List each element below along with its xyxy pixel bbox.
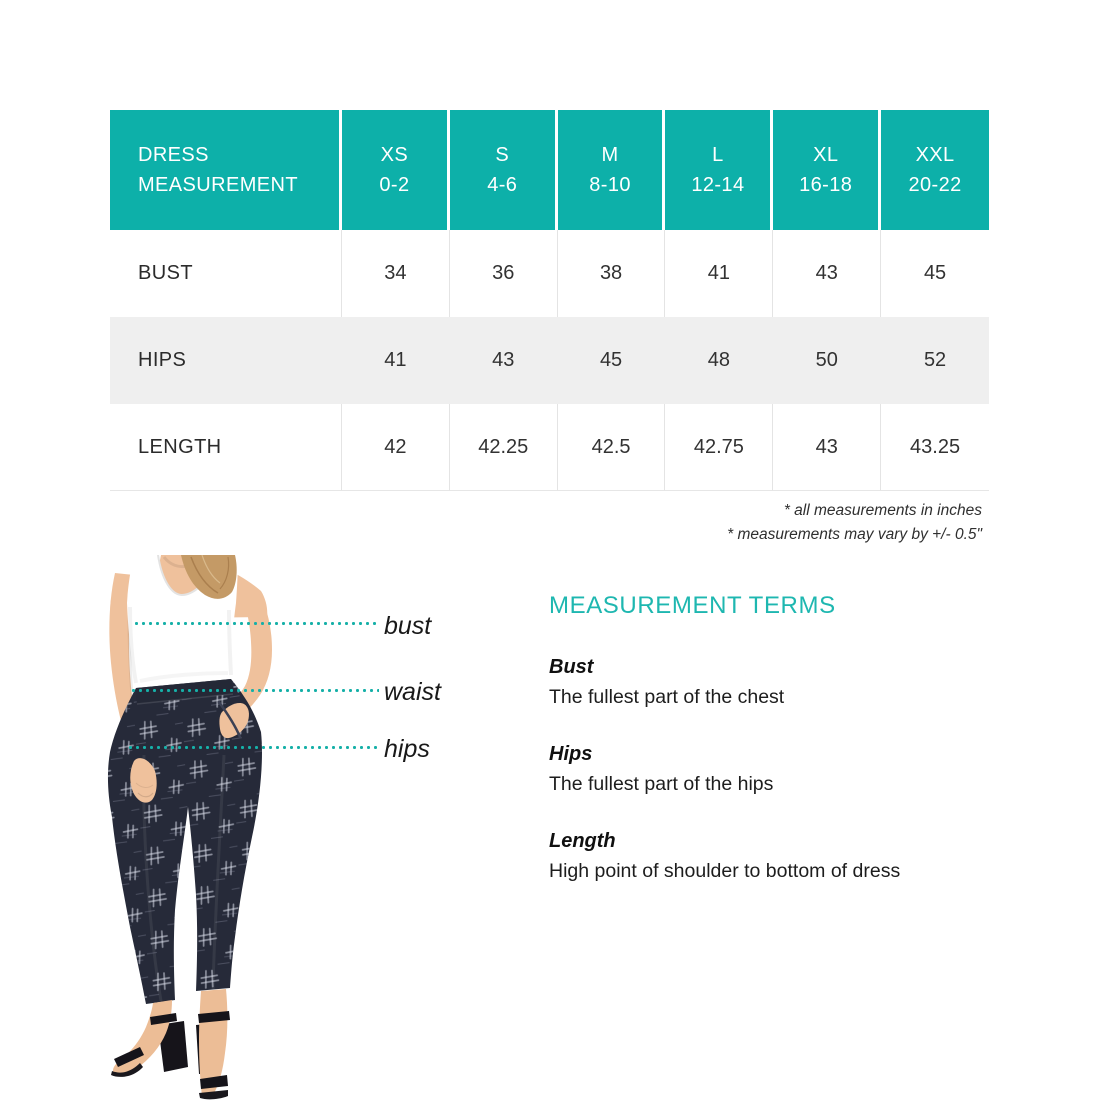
size-range: 0-2 xyxy=(379,174,410,196)
bust-xl: 43 xyxy=(773,230,881,317)
hips-xl: 50 xyxy=(773,317,881,404)
term-name: Length xyxy=(549,830,616,852)
row-label: BUST xyxy=(110,230,342,317)
size-range: 4-6 xyxy=(487,174,518,196)
row-label: HIPS xyxy=(110,317,342,404)
term-length xyxy=(549,830,1019,883)
size-col-m xyxy=(558,110,666,230)
right-sandal xyxy=(196,989,230,1099)
length-xs: 42 xyxy=(342,404,450,491)
length-xxl: 43.25 xyxy=(881,404,989,491)
hips-s: 43 xyxy=(450,317,558,404)
waist-annotation-label: waist xyxy=(384,678,441,706)
term-definition: The fullest part of the hips xyxy=(549,773,774,795)
table-row-hips xyxy=(110,317,989,404)
bust-l: 41 xyxy=(665,230,773,317)
length-xl: 43 xyxy=(773,404,881,491)
bust-xs: 34 xyxy=(342,230,450,317)
table-title-cell xyxy=(110,110,342,230)
bust-s: 36 xyxy=(450,230,558,317)
size-col-s xyxy=(450,110,558,230)
measurement-terms-section xyxy=(549,592,1019,917)
term-definition: High point of shoulder to bottom of dress xyxy=(549,860,901,882)
hips-m: 45 xyxy=(558,317,666,404)
hips-measure-line xyxy=(127,746,379,749)
bust-measure-line xyxy=(133,622,379,625)
size-name: XL xyxy=(813,144,839,166)
term-definition: The fullest part of the chest xyxy=(549,686,785,708)
bust-annotation-label: bust xyxy=(384,612,432,640)
footnote-tolerance: * measurements may vary by +/- 0.5" xyxy=(727,526,982,543)
size-name: M xyxy=(601,144,619,166)
term-bust xyxy=(549,656,1019,709)
row-label: LENGTH xyxy=(110,404,342,491)
table-header-row xyxy=(110,110,989,230)
size-name: S xyxy=(495,144,510,166)
hips-xxl: 52 xyxy=(881,317,989,404)
size-range: 16-18 xyxy=(799,174,853,196)
table-row-length xyxy=(110,404,989,491)
length-s: 42.25 xyxy=(450,404,558,491)
size-name: XXL xyxy=(915,144,955,166)
left-sandal xyxy=(111,1000,188,1077)
hips-annotation-label: hips xyxy=(384,735,430,763)
size-range: 8-10 xyxy=(589,174,631,196)
size-col-xs xyxy=(342,110,450,230)
table-title: DRESS MEASUREMENT xyxy=(138,144,298,196)
terms-heading: MEASUREMENT TERMS xyxy=(549,592,836,619)
length-l: 42.75 xyxy=(665,404,773,491)
bust-m: 38 xyxy=(558,230,666,317)
term-name: Hips xyxy=(549,743,593,765)
size-name: L xyxy=(712,144,724,166)
table-row-bust xyxy=(110,230,989,317)
hips-xs: 41 xyxy=(342,317,450,404)
hips-l: 48 xyxy=(665,317,773,404)
length-m: 42.5 xyxy=(558,404,666,491)
size-range: 20-22 xyxy=(908,174,962,196)
size-range: 12-14 xyxy=(691,174,745,196)
waist-measure-line xyxy=(130,689,379,692)
bust-xxl: 45 xyxy=(881,230,989,317)
size-col-l xyxy=(665,110,773,230)
size-name: XS xyxy=(380,144,409,166)
model-photo xyxy=(78,555,348,1100)
footnotes xyxy=(110,499,982,547)
footnote-units: * all measurements in inches xyxy=(783,502,982,519)
term-hips xyxy=(549,743,1019,796)
size-col-xl xyxy=(773,110,881,230)
size-chart-table xyxy=(110,110,989,491)
size-col-xxl xyxy=(881,110,989,230)
term-name: Bust xyxy=(549,656,594,678)
